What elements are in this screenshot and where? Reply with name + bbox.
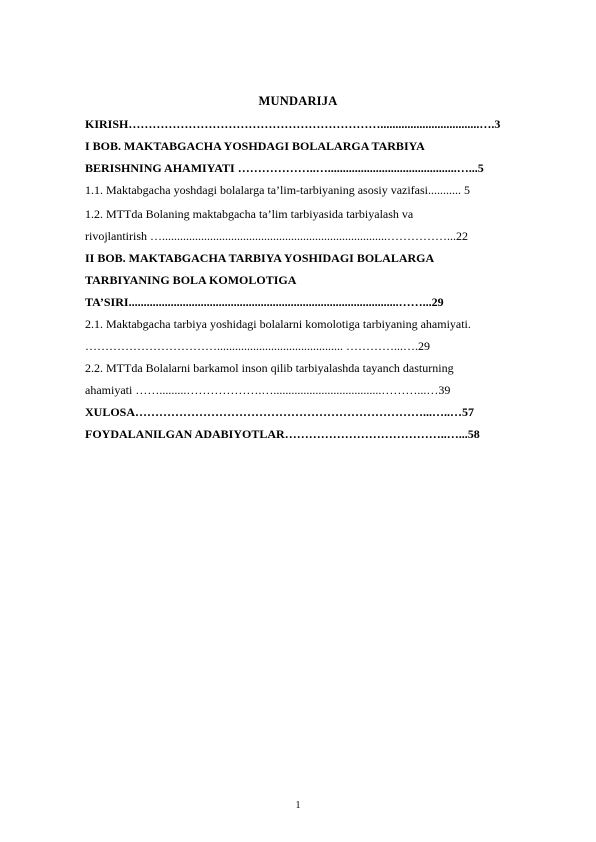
- page-number: 1: [295, 800, 301, 811]
- toc-entry-chapter-2-line-2: TARBIYANING BOLA KOMOLOTIGA: [85, 273, 297, 287]
- toc-entry-section-2-1-line-1: 2.1. Maktabgacha tarbiya yoshidagi bolalarni komolotiga tarbiyaning ahamiyati.: [85, 317, 471, 331]
- toc-entry-chapter-1-line-1: I BOB. MAKTABGACHA YOSHDAGI BOLALARGA TARBIYA: [85, 139, 425, 153]
- toc-entry-section-2-2-line-1: 2.2. MTTda Bolalarni barkamol inson qilib tarbiyalashda tayanch dasturning: [85, 361, 454, 375]
- toc-entry-section-2-2-line-2: ahamiyati …….........……………….…....................................………...…39: [85, 383, 451, 397]
- toc-entry-section-1-2-line-1: 1.2. MTTda Bolaning maktabgacha ta’lim tarbiyasida tarbiyalash va: [85, 207, 414, 221]
- toc-title: MUNDARIJA: [258, 94, 338, 108]
- toc-entry-chapter-2-line-1: II BOB. MAKTABGACHA TARBIYA YOSHIDAGI BOLALARGA: [85, 251, 435, 265]
- toc-entry-section-2-1-line-2: …………………………….......................................... …………...….29: [85, 339, 430, 353]
- toc-entry-kirish: KIRISH……………………………………………………….................................….3: [85, 117, 501, 131]
- toc-entry-chapter-1-line-2: BERISHNING AHAMIYATI ………………..…...........................................…...5: [85, 161, 484, 175]
- toc-entry-section-1-2-line-2: rivojlantirish …...........................................................................……………...22: [85, 229, 468, 243]
- toc-entry-xulosa: XULOSA………………………………………………………………...…..…57: [85, 405, 475, 419]
- toc-entry-section-1-1: 1.1. Maktabgacha yoshdagi bolalarga ta’lim-tarbiyaning asosiy vazifasi........... 5: [85, 183, 471, 197]
- toc-entry-bibliography: FOYDALANILGAN ADABIYOTLAR…………………………………..…...58: [85, 427, 480, 441]
- toc-entry-chapter-2-line-3: TA’SIRI..........................................................................................……...29: [85, 295, 444, 309]
